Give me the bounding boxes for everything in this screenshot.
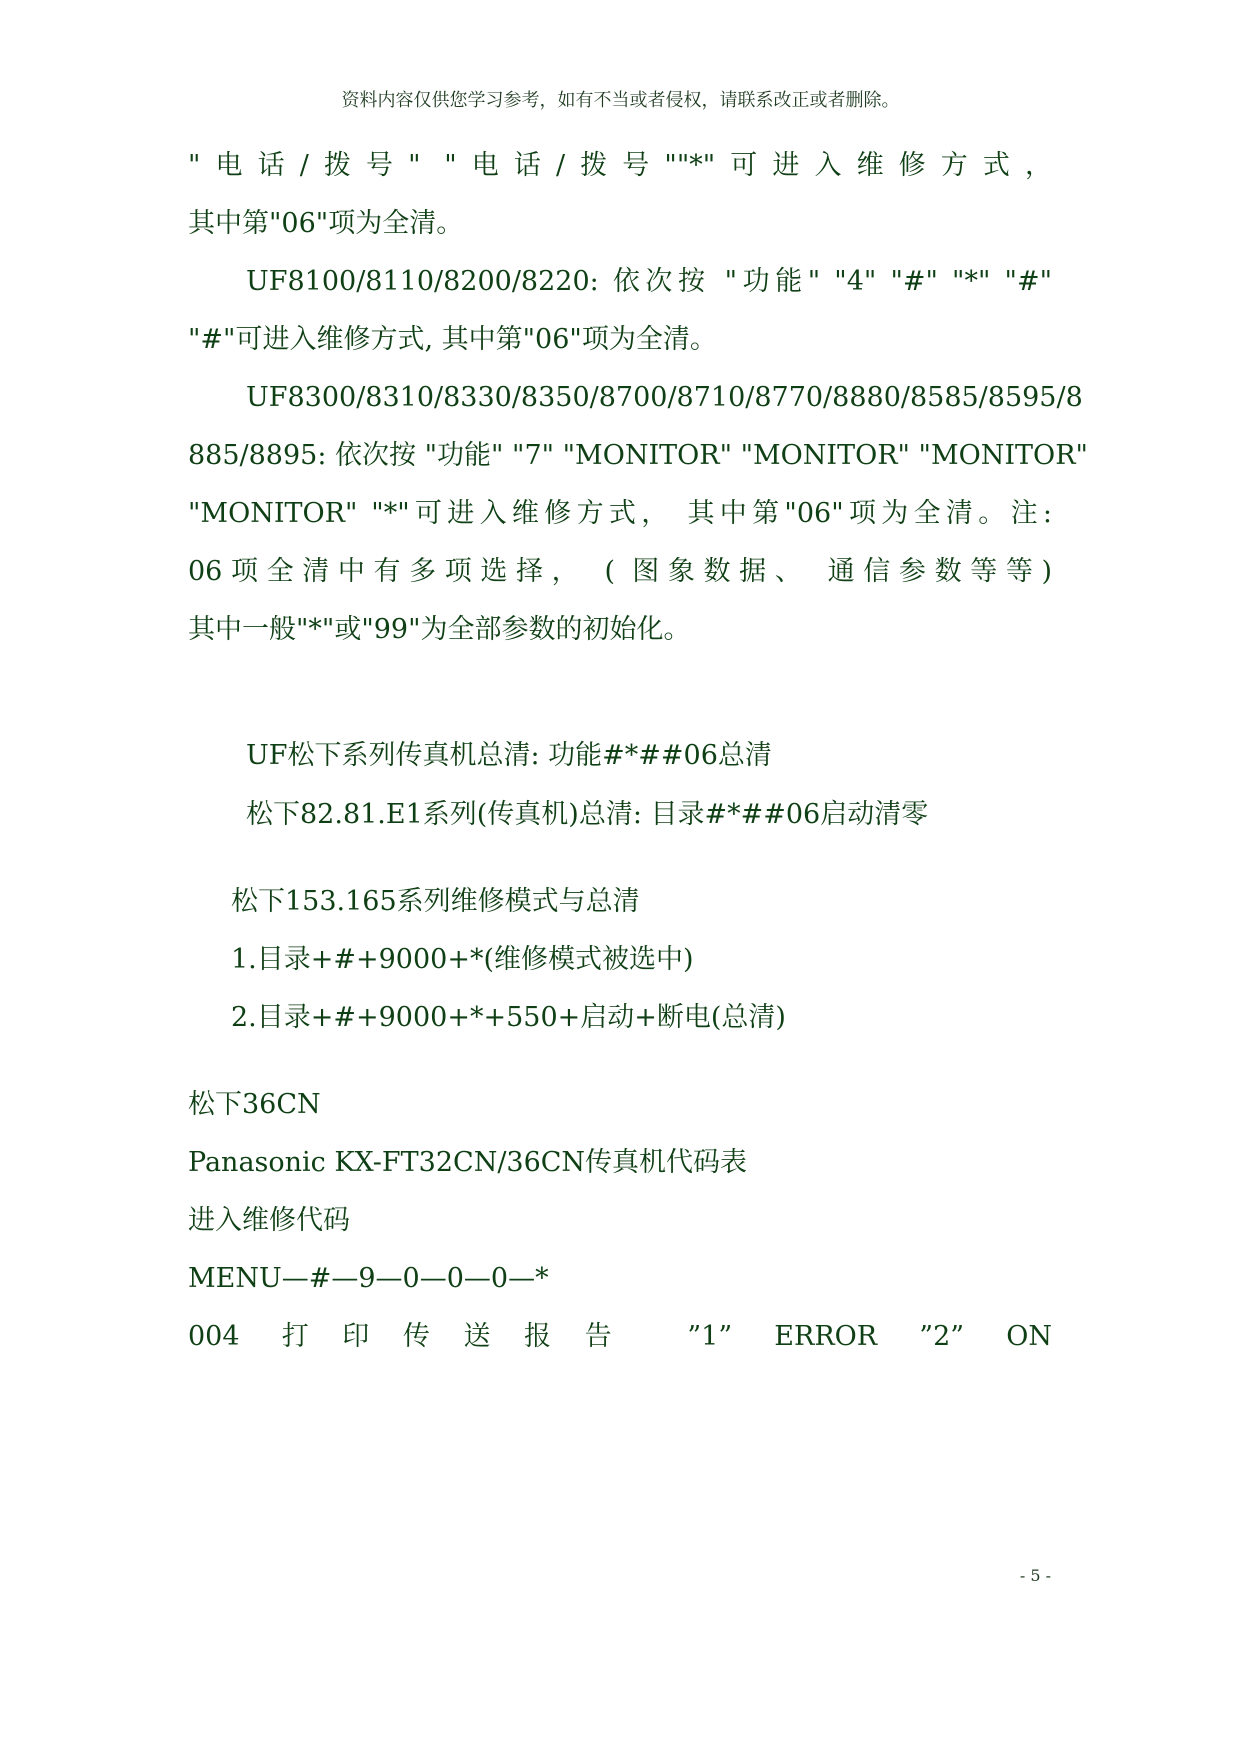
text-line: 885/8895: 依次按 "功能" "7" "MONITOR" "MONITOR" "MONITOR" bbox=[188, 440, 1088, 471]
text-line: 进入维修代码 bbox=[188, 1205, 350, 1236]
text-line: 其中一般"*"或"99"为全部参数的初始化。 bbox=[188, 614, 691, 645]
code-sequence: MENU—#—9—0—0—0—* bbox=[188, 1263, 549, 1294]
text-line: 松下82.81.E1系列(传真机)总清: 目录#*##06启动清零 bbox=[246, 799, 929, 830]
text-line: "电话/拨号" "电话/拨号""*"可进入维修方式， bbox=[188, 150, 1052, 181]
list-item: 1.目录+#+9000+*(维修模式被选中) bbox=[231, 944, 694, 975]
text-line: UF8100/8110/8200/8220: 依次按 "功能" "4" "#" "*" "#" bbox=[246, 266, 1052, 297]
text-line: 06项全清中有多项选择， ( 图象数据、 通信参数等等) bbox=[188, 556, 1052, 587]
code-table-row: 004 打印传送报告 ”1” ERROR ”2” ON bbox=[188, 1321, 1052, 1352]
text-line: UF松下系列传真机总清: 功能#*##06总清 bbox=[246, 740, 772, 771]
section-heading: 松下36CN bbox=[188, 1089, 321, 1120]
text-line: 其中第"06"项为全清。 bbox=[188, 208, 464, 239]
text-line: "MONITOR" "*"可进入维修方式， 其中第"06"项为全清。注: bbox=[188, 498, 1052, 529]
text-line: Panasonic KX-FT32CN/36CN传真机代码表 bbox=[188, 1147, 748, 1178]
text-line: UF8300/8310/8330/8350/8700/8710/8770/8880/8585/8595/8 bbox=[246, 382, 1083, 413]
disclaimer-header: 资料内容仅供您学习参考，如有不当或者侵权，请联系改正或者删除。 bbox=[341, 90, 900, 111]
list-item: 2.目录+#+9000+*+550+启动+断电(总清) bbox=[231, 1002, 786, 1033]
section-heading: 松下153.165系列维修模式与总清 bbox=[231, 886, 640, 917]
text-line: "#"可进入维修方式, 其中第"06"项为全清。 bbox=[188, 324, 717, 355]
page-number: - 5 - bbox=[1019, 1566, 1051, 1585]
